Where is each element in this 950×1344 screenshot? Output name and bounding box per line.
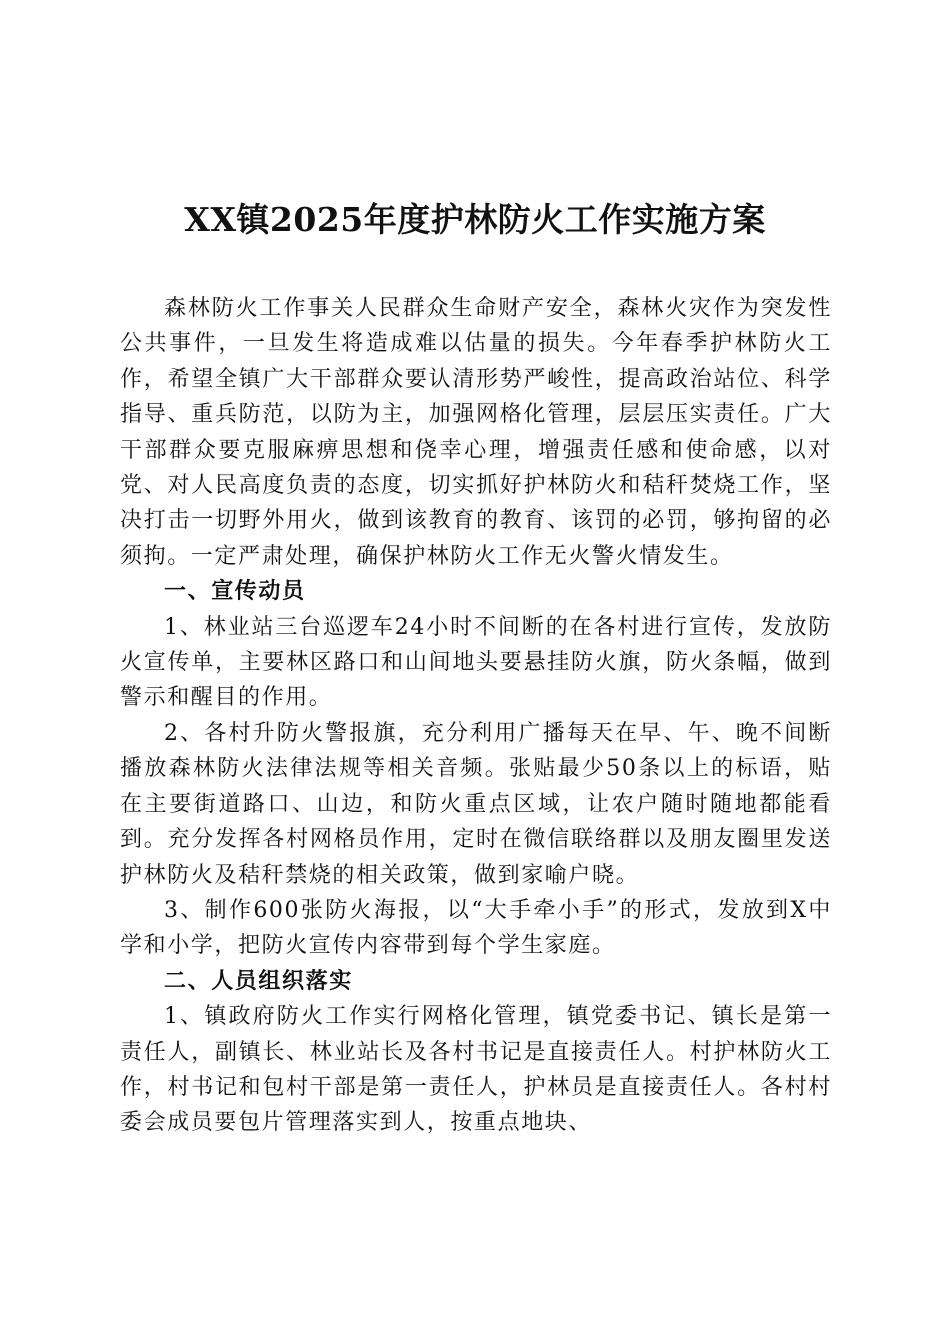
section-paragraph: 1、林业站三台巡逻车24小时不间断的在各村进行宣传，发放防火宣传单，主要林区路口和山间地头要悬挂防火旗，防火条幅，做到警示和醒目的作用。 bbox=[120, 614, 832, 711]
section-paragraph: 1、镇政府防火工作实行网格化管理，镇党委书记、镇长是第一责任人，副镇长、林业站长及各村书记是直接责任人。村护林防火工作，村书记和包村干部是第一责任人，护林员是直接责任人。各村村委会成员要包片管理落实到人，按重点地块、 bbox=[120, 1004, 832, 1136]
document-title: XX镇2025年度护林防火工作实施方案 bbox=[184, 200, 766, 239]
section-paragraph: 3、制作600张防火海报，以“大手牵小手”的形式，发放到X中学和小学，把防火宣传内容带到每个学生家庭。 bbox=[120, 897, 832, 959]
section-heading-publicity: 一、宣传动员 bbox=[164, 579, 306, 605]
document-body bbox=[120, 291, 832, 1141]
intro-paragraph: 森林防火工作事关人民群众生命财产安全，森林火灾作为突发性公共事件，一旦发生将造成难以估量的损失。今年春季护林防火工作，希望全镇广大干部群众要认清形势严峻性，提高政治站位、科学指导、重兵防范，以防为主，加强网格化管理，层层压实责任。广大干部群众要克服麻痹思想和侥幸心理，增强责任感和使命感，以对党、对人民高度负责的态度，切实抓好护林防火和秸秆焚烧工作，坚决打击一切野外用火，做到该教育的教育、该罚的必罚，够拘留的必须拘。一定严肃处理，确保护林防火工作无火警火情发生。 bbox=[120, 296, 832, 569]
section-heading-personnel: 二、人员组织落实 bbox=[164, 968, 353, 994]
section-paragraph: 2、各村升防火警报旗，充分利用广播每天在早、午、晚不间断播放森林防火法律法规等相关音频。张贴最少50条以上的标语，贴在主要街道路口、山边，和防火重点区域，让农户随时随地都能看到。充分发挥各村网格员作用，定时在微信联络群以及朋友圈里发送护林防火及秸秆禁烧的相关政策，做到家喻户晓。 bbox=[120, 720, 832, 888]
